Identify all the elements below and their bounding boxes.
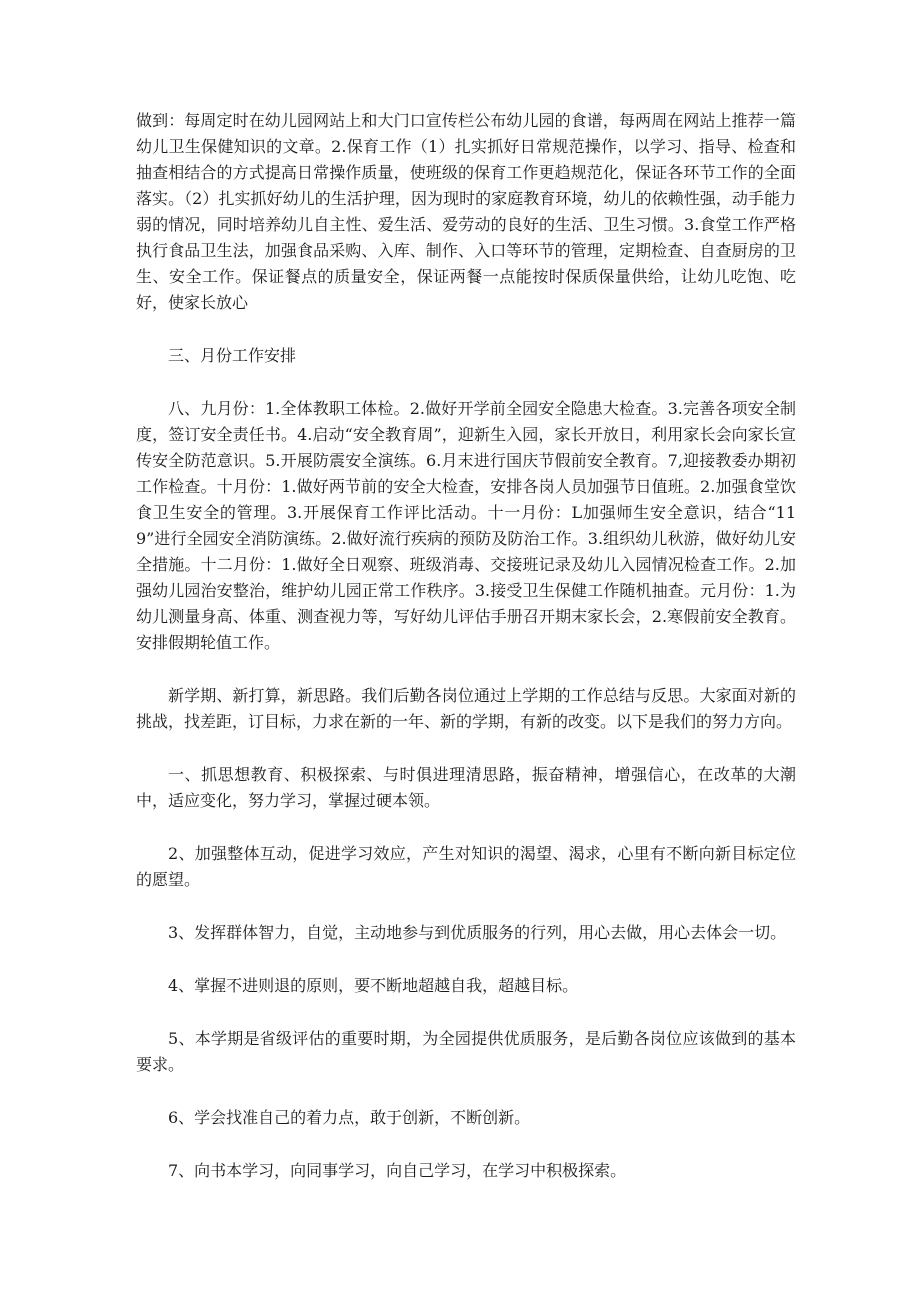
- paragraph-intro-continuation: 做到：每周定时在幼儿园网站上和大门口宣传栏公布幼儿园的食谱，每两周在网站上推荐一篇幼儿卫生保健知识的文章。2.保育工作（1）扎实抓好日常规范操作，以学习、指导、检查和抽查相结合的方式提高日常操作质量，使班级的保育工作更趋规范化，保证各环节工作的全面落实。（2）扎实抓好幼儿的生活护理，因为现时的家庭教育环境，幼儿的依赖性强，动手能力弱的情况，同时培养幼儿自主性、爱生活、爱劳动的良好的生活、卫生习惯。3.食堂工作严格执行食品卫生法，加强食品采购、入库、制作、入口等环节的管理，定期检查、自查厨房的卫生、安全工作。保证餐点的质量安全，保证两餐一点能按时保质保量供给，让幼儿吃饱、吃好，使家长放心: [136, 111, 796, 312]
- list-item-point-1: 一、抓思想教育、积极探索、与时俱进理清思路，振奋精神，增强信心，在改革的大潮中，适应变化，努力学习，掌握过硬本领。: [136, 765, 796, 810]
- paragraph-monthly-schedule: 八、九月份：1.全体教职工体检。2.做好开学前全园安全隐患大检查。3.完善各项安全制度，签订安全责任书。4.启动“安全教育周”，迎新生入园，家长开放日，利用家长会向家长宣传安全防范意识。5.开展防震安全演练。6.月末进行国庆节假前安全教育。7,迎接教委办期初工作检查。十月份：1.做好两节前的安全大检查，安排各岗人员加强节日值班。2.加强食堂饮食卫生安全的管理。3.开展保育工作评比活动。十一月份：L加强师生安全意识，结合“119”进行全园安全消防演练。2.做好流行疾病的预防及防治工作。3.组织幼儿秋游，做好幼儿安全措施。十二月份：1.做好全日观察、班级消毒、交接班记录及幼儿入园情况检查工作。2.加强幼儿园治安整治，维护幼儿园正常工作秩序。3.接受卫生保健工作随机抽查。元月份：1.为幼儿测量身高、体重、测查视力等，写好幼儿评估手册召开期末家长会，2.寒假前安全教育。安排假期轮值工作。: [136, 399, 796, 652]
- document-page: [136, 108, 796, 1211]
- paragraph-new-semester: 新学期、新打算，新思路。我们后勤各岗位通过上学期的工作总结与反思。大家面对新的挑战，找差距，订目标，力求在新的一年、新的学期，有新的改变。以下是我们的努力方向。: [136, 686, 796, 731]
- list-item-point-6: 6、学会找准自己的着力点，敢于创新，不断创新。: [168, 1108, 531, 1127]
- list-item-point-7: 7、向书本学习，向同事学习，向自己学习，在学习中积极探索。: [168, 1161, 627, 1180]
- list-item-point-3: 3、发挥群体智力，自觉，主动地参与到优质服务的行列，用心去做，用心去体会一切。: [168, 923, 787, 942]
- list-item-point-5: 5、本学期是省级评估的重要时期，为全园提供优质服务，是后勤各岗位应该做到的基本要求。: [136, 1029, 796, 1074]
- list-item-point-2: 2、加强整体互动，促进学习效应，产生对知识的渴望、渴求，心里有不断向新目标定位的愿望。: [136, 844, 796, 889]
- list-item-point-4: 4、掌握不进则退的原则，要不断地超越自我，超越目标。: [168, 976, 579, 995]
- section-heading-monthly-plan: 三、月份工作安排: [168, 346, 297, 365]
